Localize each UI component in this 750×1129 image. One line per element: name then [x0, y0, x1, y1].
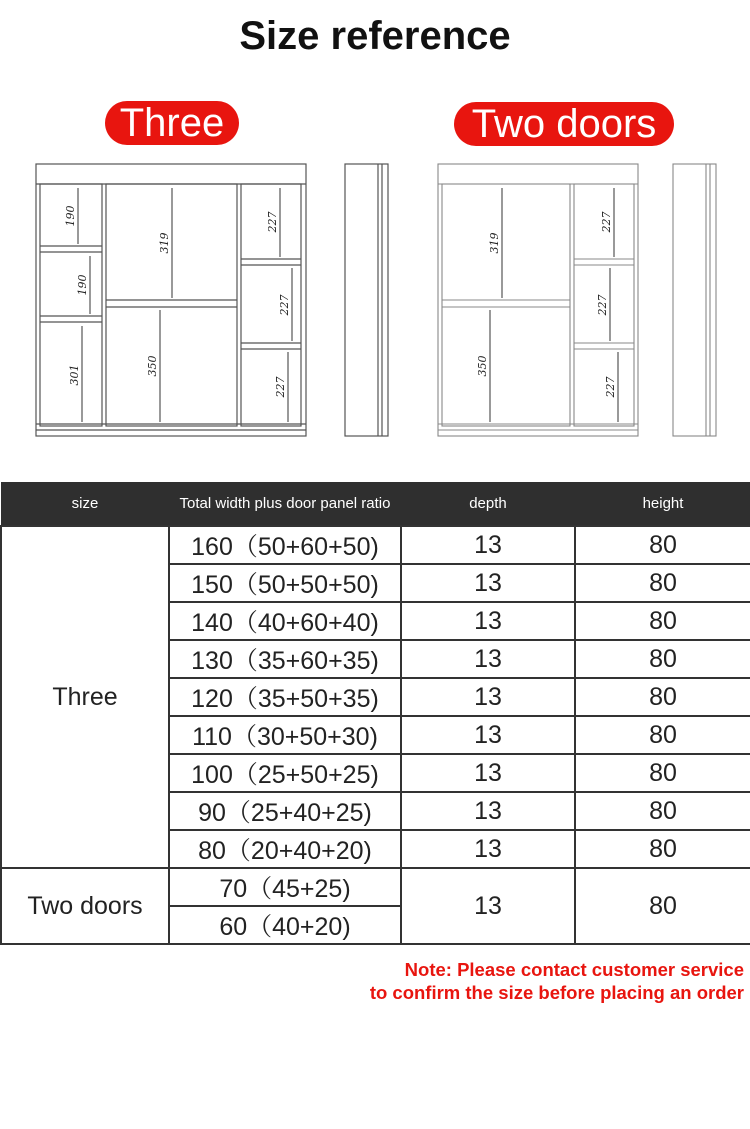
dim-label: 301 [68, 364, 81, 386]
dim-label: 227 [596, 294, 609, 316]
ratio-cell: 80（20+40+20) [169, 830, 401, 868]
dim-label: 227 [604, 376, 617, 398]
ratio-cell: 120（35+50+35) [169, 678, 401, 716]
header-ratio: Total width plus door panel ratio [169, 482, 401, 526]
dim-label: 350 [146, 355, 159, 377]
header-depth: depth [401, 482, 575, 526]
three-door-cabinet-drawing [30, 160, 315, 445]
depth-cell: 13 [401, 640, 575, 678]
table-row [1, 868, 750, 906]
ratio-cell: 140（40+60+40) [169, 602, 401, 640]
size-table [0, 482, 750, 945]
table-row [1, 526, 750, 564]
height-cell: 80 [575, 640, 750, 678]
height-cell: 80 [575, 754, 750, 792]
two-door-side-view [668, 160, 723, 445]
ratio-cell: 90（25+40+25) [169, 792, 401, 830]
depth-cell: 13 [401, 830, 575, 868]
depth-cell: 13 [401, 564, 575, 602]
dim-label: 190 [76, 274, 89, 296]
height-cell: 80 [575, 678, 750, 716]
height-cell: 80 [575, 868, 750, 944]
dim-label: 227 [266, 211, 279, 233]
height-cell: 80 [575, 792, 750, 830]
page-title: Size reference [239, 14, 511, 58]
height-cell: 80 [575, 830, 750, 868]
ratio-cell: 130（35+60+35) [169, 640, 401, 678]
note-line-2: to confirm the size before placing an order [369, 982, 744, 1003]
depth-cell: 13 [401, 602, 575, 640]
dim-label: 319 [488, 232, 501, 254]
dim-label: 227 [274, 376, 287, 398]
ratio-cell: 150（50+50+50) [169, 564, 401, 602]
two-door-badge: Two doors [454, 102, 674, 146]
height-cell: 80 [575, 526, 750, 564]
depth-cell: 13 [401, 716, 575, 754]
depth-cell: 13 [401, 868, 575, 944]
height-cell: 80 [575, 716, 750, 754]
note-line-1: Note: Please contact customer service [404, 959, 744, 980]
depth-cell: 13 [401, 678, 575, 716]
three-door-badge: Three [105, 101, 239, 145]
order-note [370, 958, 744, 1004]
ratio-cell: 160（50+60+50) [169, 526, 401, 564]
three-door-side-view [340, 160, 395, 445]
depth-cell: 13 [401, 754, 575, 792]
two-door-cabinet-drawing [432, 160, 647, 445]
height-cell: 80 [575, 564, 750, 602]
table-header-row [1, 482, 750, 526]
dim-label: 190 [64, 205, 77, 227]
dim-label: 227 [600, 211, 613, 233]
header-height: height [575, 482, 750, 526]
dim-label: 350 [476, 355, 489, 377]
dim-label: 319 [158, 232, 171, 254]
ratio-cell: 110（30+50+30) [169, 716, 401, 754]
height-cell: 80 [575, 602, 750, 640]
ratio-cell: 60（40+20) [169, 906, 401, 944]
ratio-cell: 100（25+50+25) [169, 754, 401, 792]
ratio-cell: 70（45+25) [169, 868, 401, 906]
group-cell-three: Three [1, 526, 169, 868]
group-cell-two-doors: Two doors [1, 868, 169, 944]
depth-cell: 13 [401, 792, 575, 830]
dim-label: 227 [278, 294, 291, 316]
header-size: size [1, 482, 169, 526]
depth-cell: 13 [401, 526, 575, 564]
